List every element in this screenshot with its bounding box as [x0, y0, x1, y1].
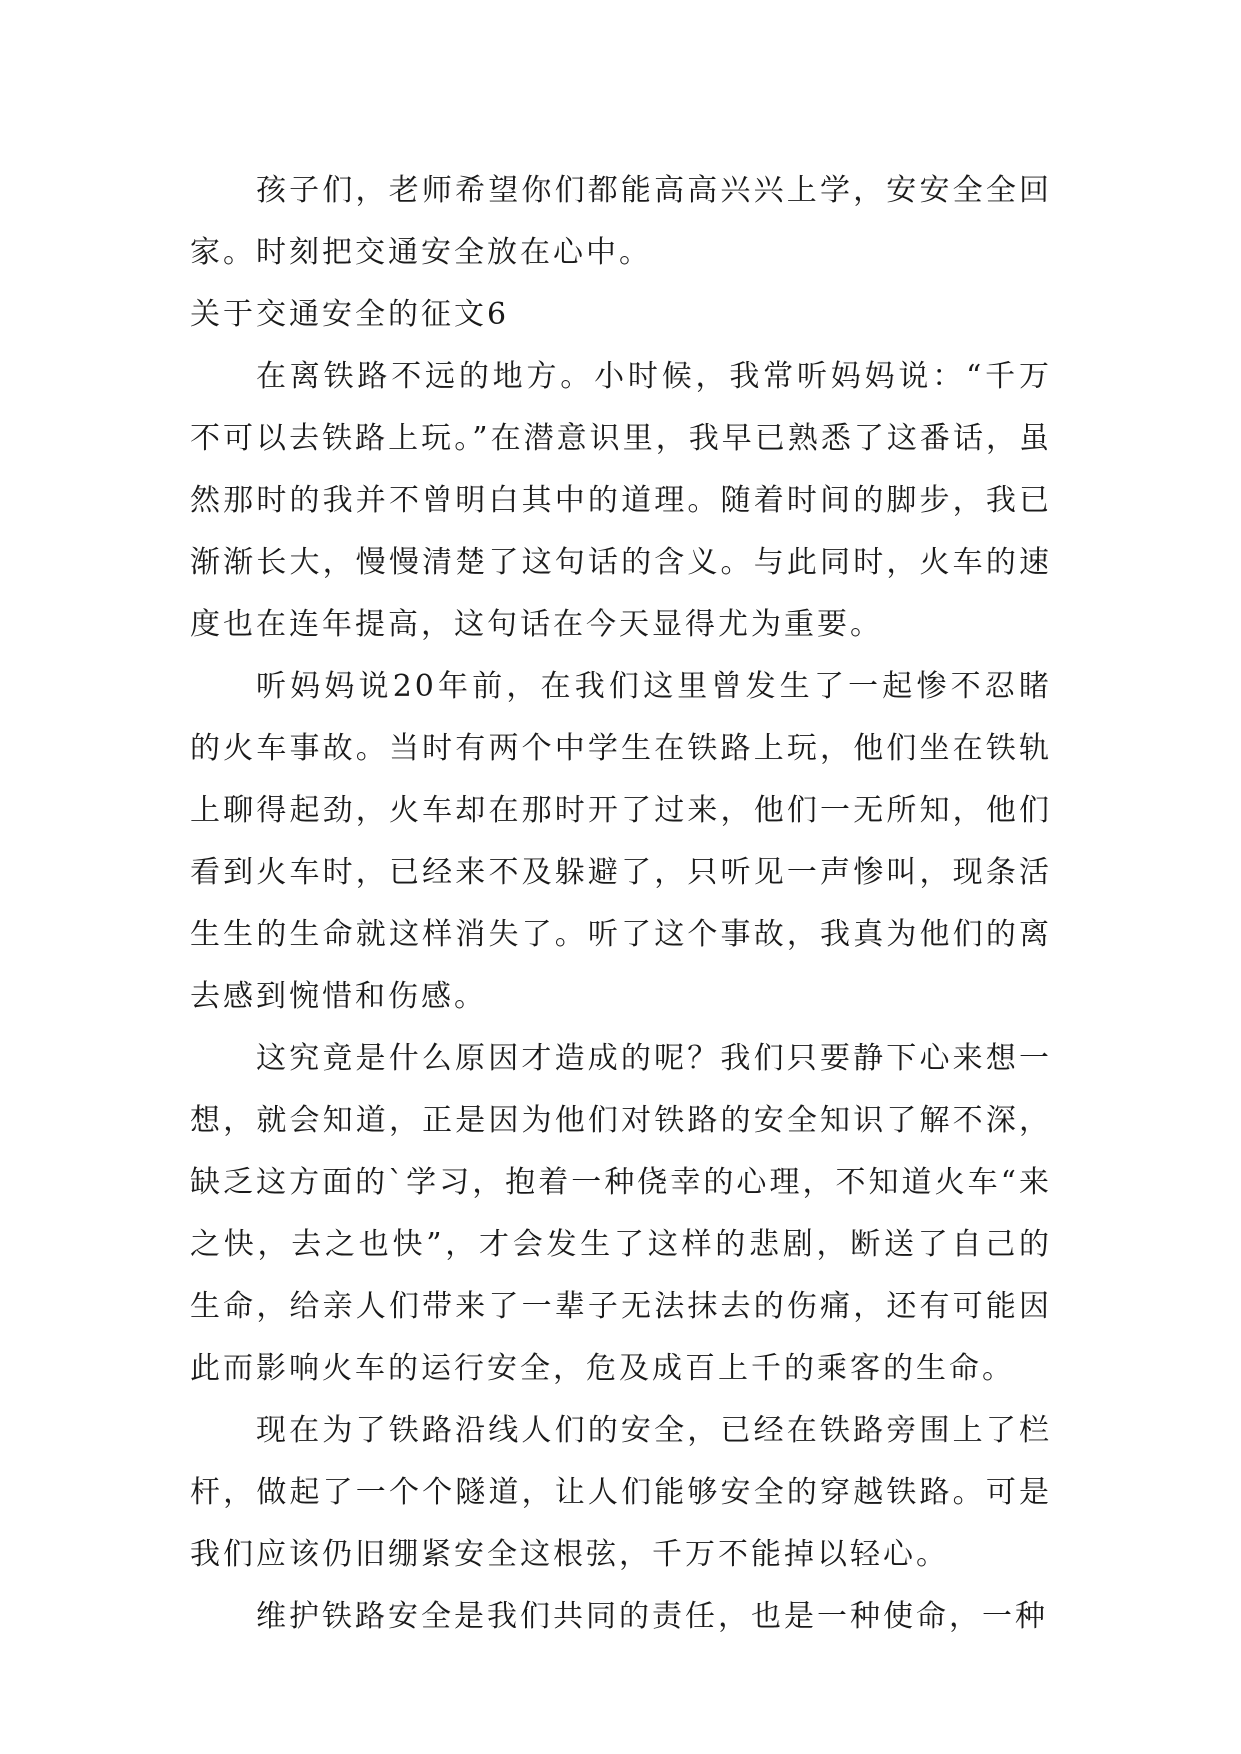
- document-body: [190, 160, 1052, 1648]
- paragraph-5: 维护铁路安全是我们共同的责任，也是一种使命，一种: [256, 1599, 1048, 1634]
- section-heading: 关于交通安全的征文6: [190, 297, 510, 332]
- paragraph-intro: 孩子们，老师希望你们都能高高兴兴上学，安安全全回家。时刻把交通安全放在心中。: [190, 173, 1052, 270]
- paragraph-1: 在离铁路不远的地方。小时候，我常听妈妈说：“千万不可以去铁路上玩。”在潜意识里，我早已熟悉了这番话，虽然那时的我并不曾明白其中的道理。随着时间的脚步，我已渐渐长大，慢慢清楚了这句话的含义。与此同时，火车的速度也在连年提高，这句话在今天显得尤为重要。: [190, 359, 1052, 642]
- paragraph-3: 这究竟是什么原因才造成的呢？我们只要静下心来想一想，就会知道，正是因为他们对铁路的安全知识了解不深，缺乏这方面的`学习，抱着一种侥幸的心理，不知道火车“来之快，去之也快”，才会发生了这样的悲剧，断送了自己的生命，给亲人们带来了一辈子无法抹去的伤痛，还有可能因此而影响火车的运行安全，危及成百上千的乘客的生命。: [190, 1041, 1052, 1386]
- paragraph-4: 现在为了铁路沿线人们的安全，已经在铁路旁围上了栏杆，做起了一个个隧道，让人们能够安全的穿越铁路。可是我们应该仍旧绷紧安全这根弦，千万不能掉以轻心。: [190, 1413, 1052, 1572]
- paragraph-2: 听妈妈说20年前，在我们这里曾发生了一起惨不忍睹的火车事故。当时有两个中学生在铁路上玩，他们坐在铁轨上聊得起劲，火车却在那时开了过来，他们一无所知，他们看到火车时，已经来不及躲避了，只听见一声惨叫，现条活生生的生命就这样消失了。听了这个事故，我真为他们的离去感到惋惜和伤感。: [190, 669, 1052, 1014]
